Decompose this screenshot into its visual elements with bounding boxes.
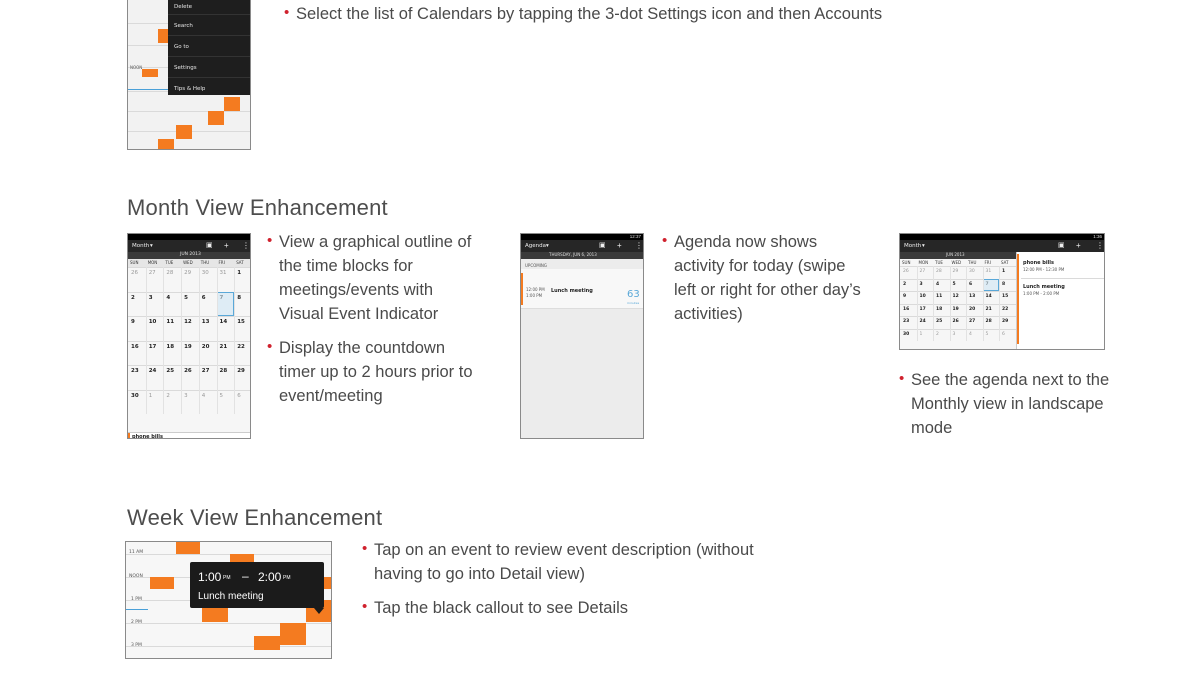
day-cell[interactable]: 11 — [936, 294, 943, 299]
event-end-time: 1:00 PM — [526, 293, 543, 298]
day-cell[interactable]: 19 — [184, 343, 192, 350]
day-cell[interactable]: 26 — [903, 269, 909, 274]
event-block — [142, 69, 158, 77]
day-cell[interactable]: 4 — [936, 281, 940, 287]
month-event-strip — [128, 432, 251, 439]
day-cell[interactable]: 17 — [148, 343, 157, 350]
day-cell[interactable]: 22 — [1002, 306, 1009, 312]
noon-label: NOON — [130, 65, 143, 70]
day-cell[interactable]: 27 — [969, 319, 976, 324]
day-cell[interactable]: 14 — [985, 294, 992, 299]
menu-item-go-to[interactable]: Go to — [168, 36, 250, 57]
callout-title: Lunch meeting — [198, 591, 264, 602]
day-cell[interactable]: 19 — [952, 306, 959, 312]
time-label: 11 AM — [129, 550, 144, 555]
today-icon: ▣ — [206, 242, 213, 249]
day-cell[interactable]: 3 — [952, 331, 956, 337]
day-cell[interactable]: 1 — [148, 392, 153, 399]
event-block[interactable] — [176, 542, 200, 554]
day-cell[interactable]: 23 — [903, 319, 910, 324]
menu-item-tips-help[interactable]: Tips & Help — [174, 86, 206, 92]
month-view-label: Month — [132, 243, 150, 249]
day-cell[interactable]: 3 — [919, 281, 923, 287]
day-cell[interactable]: 13 — [969, 294, 976, 299]
day-cell[interactable]: 10 — [148, 319, 157, 325]
event-title: Lunch meeting — [551, 288, 593, 294]
landscape-agenda-title: phone bills — [1023, 260, 1054, 266]
more-icon: ⋮ — [1096, 241, 1104, 250]
bullet-select-calendars: • Select the list of Calendars by tapping the 3-dot Settings icon and then Accounts — [284, 2, 984, 26]
bullet-agenda-today: • Agenda now shows activity for today (swipe left or right for other day’s activities) — [662, 230, 862, 326]
day-cell[interactable]: 9 — [903, 294, 907, 299]
day-cell[interactable]: 30 — [903, 331, 910, 337]
day-cell[interactable]: 5 — [219, 392, 223, 399]
landscape-view-screenshot — [899, 233, 1105, 350]
day-cell[interactable]: 6 — [1002, 331, 1005, 337]
bullet-countdown-timer: • Display the countdown timer up to 2 hours prior to event/meeting — [267, 336, 482, 408]
month-bullets-left — [267, 230, 482, 418]
day-cell[interactable]: 22 — [237, 343, 245, 350]
weekday-label: TUE — [935, 260, 943, 265]
day-cell[interactable]: 27 — [148, 270, 156, 276]
current-time-line — [128, 89, 168, 90]
dropdown-icon: ▾ — [546, 243, 549, 249]
more-icon: ⋮ — [635, 241, 643, 250]
day-cell[interactable]: 31 — [219, 270, 227, 276]
weekday-label: SUN — [902, 260, 911, 265]
weekday-label: THU — [968, 260, 977, 265]
event-block[interactable] — [254, 636, 280, 650]
landscape-month-grid — [900, 259, 1016, 350]
callout-end-time: 2:00 — [258, 570, 282, 584]
bullet-tap-event: • Tap on an event to review event description (without having to go into Detail view) — [362, 538, 762, 586]
status-time: 1:36 — [1093, 234, 1102, 239]
day-cell[interactable]: 6 — [201, 294, 206, 301]
day-cell[interactable]: 1 — [1002, 269, 1006, 274]
time-label: NOON — [129, 574, 143, 579]
weekday-label: SUN — [130, 260, 139, 265]
landscape-agenda-panel — [1016, 252, 1105, 350]
event-block[interactable] — [280, 623, 306, 645]
time-label: 2 PM — [131, 620, 142, 625]
weekday-label: WED — [951, 260, 962, 265]
day-cell[interactable]: 8 — [237, 294, 242, 301]
month-header: JUN 2013 — [180, 252, 201, 257]
day-cell[interactable]: 5 — [985, 331, 989, 337]
day-cell[interactable]: 31 — [985, 269, 992, 274]
agenda-event-row[interactable] — [521, 269, 644, 309]
day-cell[interactable]: 28 — [985, 319, 992, 324]
day-cell[interactable]: 6 — [237, 392, 241, 399]
add-icon: + — [224, 241, 229, 250]
day-cell[interactable]: 29 — [184, 270, 192, 276]
day-cell[interactable]: 26 — [131, 270, 138, 276]
day-cell[interactable]: 20 — [201, 343, 210, 350]
day-cell[interactable]: 29 — [952, 269, 959, 274]
status-time: 12:37 — [629, 234, 641, 239]
bullet-tap-callout: • Tap the black callout to see Details — [362, 596, 762, 620]
day-cell[interactable]: 15 — [1002, 294, 1009, 299]
add-icon: + — [617, 241, 622, 250]
event-block[interactable] — [150, 577, 174, 589]
callout-start-time: 1:00 — [198, 570, 222, 584]
today-highlight — [217, 292, 235, 317]
callout-pointer — [314, 608, 324, 614]
day-cell[interactable]: 14 — [219, 319, 228, 325]
today-icon: ▣ — [599, 242, 606, 249]
event-block — [158, 139, 174, 150]
day-cell[interactable]: 25 — [166, 368, 175, 374]
top-screenshot — [127, 0, 251, 150]
day-cell[interactable]: 23 — [131, 368, 139, 374]
day-cell[interactable]: 5 — [184, 294, 188, 301]
month-bottom-event: phone bills — [132, 434, 163, 439]
day-cell[interactable]: 16 — [131, 343, 139, 350]
day-cell[interactable]: 13 — [201, 319, 210, 325]
overflow-menu — [168, 0, 250, 95]
day-cell[interactable]: 28 — [219, 368, 228, 374]
day-cell[interactable]: 18 — [936, 306, 943, 312]
weekday-label: SAT — [236, 260, 244, 265]
weekday-label: THU — [200, 260, 210, 265]
weekday-label: SAT — [1001, 260, 1009, 265]
month-view-screenshot — [127, 233, 251, 439]
time-label: 3 PM — [131, 643, 142, 648]
day-cell[interactable]: 11 — [166, 319, 175, 325]
dropdown-icon: ▾ — [150, 243, 153, 249]
day-cell[interactable]: 20 — [969, 306, 976, 312]
agenda-view-label: Agenda — [525, 243, 546, 249]
day-cell[interactable]: 26 — [952, 319, 959, 324]
day-cell[interactable]: 25 — [936, 319, 943, 324]
day-cell[interactable]: 28 — [936, 269, 942, 274]
day-cell[interactable]: 3 — [148, 294, 153, 301]
day-cell[interactable]: 4 — [166, 294, 171, 301]
today-icon: ▣ — [1058, 242, 1065, 249]
bullet-graphical-outline: • View a graphical outline of the time blocks for meetings/events with Visual Event Indicator — [267, 230, 482, 326]
day-cell[interactable]: 6 — [969, 281, 973, 287]
landscape-agenda-time: 12:00 PM - 12:30 PM — [1023, 267, 1065, 272]
week-view-screenshot — [125, 541, 332, 659]
weekday-label: MON — [918, 260, 929, 265]
event-block — [224, 97, 240, 111]
day-cell[interactable]: 18 — [166, 343, 175, 350]
day-cell[interactable]: 15 — [237, 319, 245, 325]
day-cell[interactable]: 29 — [237, 368, 245, 374]
weekday-label: FRI — [984, 260, 991, 265]
add-icon: + — [1076, 241, 1081, 250]
day-cell[interactable]: 30 — [201, 270, 209, 276]
day-cell[interactable]: 2 — [131, 294, 135, 301]
day-cell[interactable]: 27 — [201, 368, 210, 374]
day-cell[interactable]: 30 — [131, 392, 139, 399]
day-cell[interactable]: 5 — [952, 281, 956, 287]
callout-end-suffix: PM — [283, 575, 291, 581]
landscape-agenda-time: 1:00 PM - 2:00 PM — [1023, 291, 1060, 296]
event-block[interactable] — [202, 608, 228, 622]
landscape-agenda-title: Lunch meeting — [1023, 284, 1065, 290]
day-cell[interactable]: 24 — [148, 368, 157, 374]
day-cell[interactable]: 4 — [969, 331, 972, 337]
agenda-view-screenshot — [520, 233, 644, 439]
menu-item-settings[interactable]: Settings — [168, 57, 250, 78]
weekday-label: FRI — [218, 260, 225, 265]
weekday-label: TUE — [165, 260, 174, 265]
event-block — [176, 125, 192, 139]
day-cell[interactable]: 9 — [131, 319, 135, 325]
week-bullet-list — [362, 538, 762, 630]
menu-item-delete[interactable]: Delete — [168, 0, 250, 15]
day-cell[interactable]: 24 — [919, 319, 926, 324]
day-cell[interactable]: 21 — [985, 306, 992, 312]
day-cell[interactable]: 1 — [919, 331, 923, 337]
day-cell[interactable]: 2 — [166, 392, 170, 399]
day-cell[interactable]: 26 — [184, 368, 192, 374]
day-cell[interactable]: 10 — [919, 294, 926, 299]
landscape-view-label: Month — [904, 243, 922, 249]
event-start-time: 12:00 PM — [526, 287, 545, 292]
month-grid — [128, 259, 251, 434]
day-cell[interactable]: 28 — [166, 270, 174, 276]
day-cell[interactable]: 16 — [903, 306, 910, 312]
bullet-landscape-agenda: • See the agenda next to the Monthly view in landscape mode — [899, 368, 1119, 440]
day-cell[interactable]: 4 — [201, 392, 206, 399]
more-icon: ⋮ — [242, 241, 250, 250]
day-cell[interactable]: 2 — [936, 331, 939, 337]
agenda-date-header: THURSDAY, JUN 6, 2013 — [549, 252, 597, 257]
current-time-line — [126, 609, 148, 610]
month-bullets-middle — [662, 230, 862, 336]
day-cell[interactable]: 29 — [1002, 319, 1009, 324]
day-cell[interactable]: 2 — [903, 281, 907, 287]
weekday-label: MON — [147, 260, 158, 265]
callout-dash: – — [242, 569, 249, 583]
day-cell[interactable]: 12 — [184, 319, 192, 325]
today-highlight — [983, 279, 1000, 292]
menu-item-search[interactable]: Search — [168, 15, 250, 36]
event-callout[interactable] — [190, 562, 324, 608]
top-bullet-list — [284, 2, 984, 36]
event-block — [158, 29, 168, 43]
countdown-value: 63 — [627, 289, 640, 300]
month-section-title: Month View Enhancement — [127, 195, 388, 220]
dropdown-icon: ▾ — [922, 243, 925, 249]
countdown-unit: minutes — [627, 301, 640, 305]
day-cell[interactable]: 17 — [919, 306, 926, 312]
landscape-month-header: JUN 2013 — [946, 252, 965, 257]
upcoming-label: UPCOMING — [525, 263, 548, 268]
time-label: 1 PM — [131, 597, 142, 602]
event-block — [208, 111, 224, 125]
day-cell[interactable]: 12 — [952, 294, 959, 299]
day-cell[interactable]: 21 — [219, 343, 228, 350]
weekday-label: WED — [183, 260, 193, 265]
week-section-title: Week View Enhancement — [127, 505, 383, 530]
month-bullets-right — [899, 368, 1119, 450]
day-cell[interactable]: 27 — [919, 269, 926, 274]
day-cell[interactable]: 1 — [237, 270, 242, 276]
callout-start-suffix: PM — [223, 575, 231, 581]
day-cell[interactable]: 30 — [969, 269, 975, 274]
day-cell[interactable]: 8 — [1002, 281, 1006, 287]
day-cell[interactable]: 3 — [184, 392, 188, 399]
